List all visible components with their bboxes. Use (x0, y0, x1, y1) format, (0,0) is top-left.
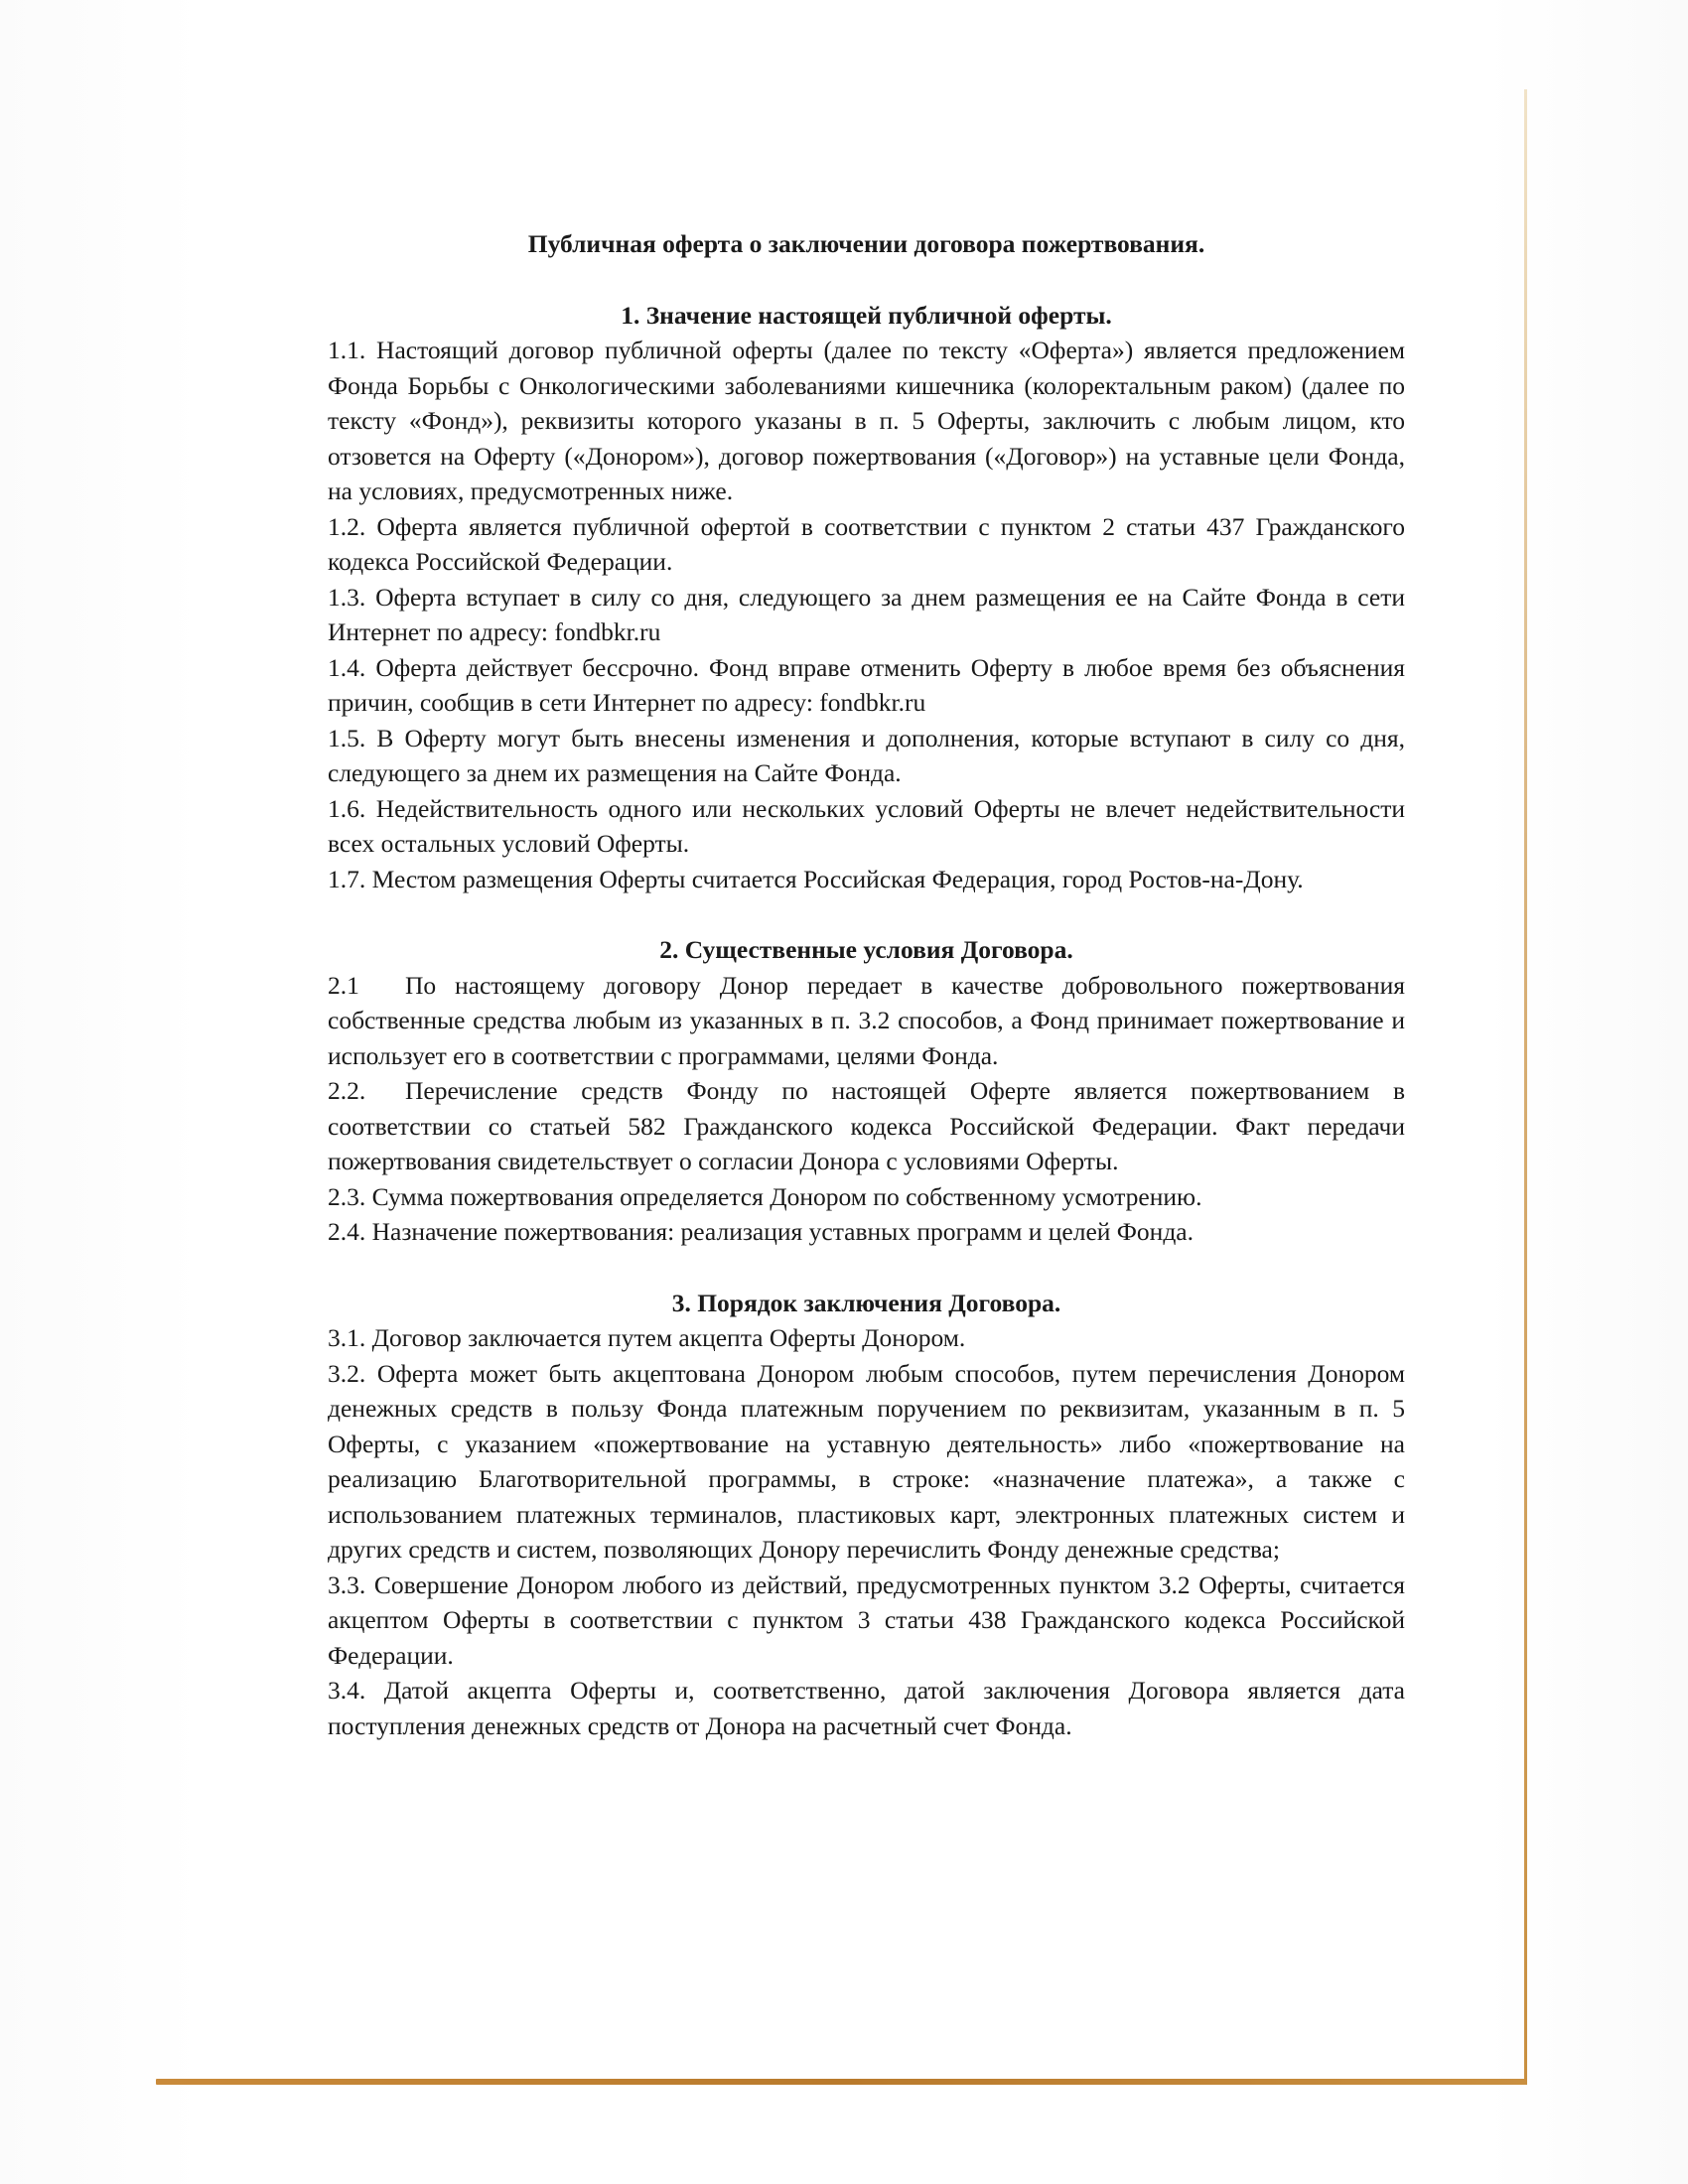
clause-text: Местом размещения Оферты считается Российская Федерация, город Ростов-на-Дону. (371, 864, 1304, 893)
section-heading: 1. Значение настоящей публичной оферты. (621, 300, 1112, 330)
clause-text: Совершение Донором любого из действий, предусмотренных пунктом 3.2 Оферты, считается акцептом Оферты в соответствии с пунктом 3 статьи 438 Гражданского кодекса Российской Федерации. (328, 1570, 1406, 1670)
clause-number: 1.5. (328, 723, 366, 752)
clause (328, 1214, 1405, 1250)
document-page (328, 226, 1405, 1779)
clause (328, 1356, 1405, 1568)
clause-number: 3.2. (328, 1358, 366, 1388)
clause-text: Оферта действует бессрочно. Фонд вправе отменить Оферту в любое время без объяснения причин, сообщив в сети Интернет по адресу: fondbkr.ru (328, 652, 1406, 717)
clause (328, 650, 1405, 721)
clause (328, 509, 1405, 580)
clause-text: Датой акцепта Оферты и, соответственно, датой заключения Договора является дата поступления денежных средств от Донора на расчетный счет Фонда. (328, 1676, 1406, 1740)
clause (328, 580, 1405, 650)
clause-text: Недействительность одного или нескольких условий Оферты не влечет недействительности всех остальных условий Оферты. (328, 793, 1405, 858)
clause (328, 721, 1405, 791)
clause-text: Назначение пожертвования: реализация уставных программ и целей Фонда. (371, 1217, 1194, 1246)
section-3 (328, 1286, 1405, 1744)
clause-text: Перечисление средств Фонду по настоящей Оферте является пожертвованием в соответствии со статьей 582 Гражданского кодекса Российской Федерации. Факт передачи пожертвования свидетельствует о согласии Донора с условиями Оферты. (328, 1076, 1405, 1175)
section-2 (328, 932, 1405, 1250)
clause-number: 2.2. (328, 1076, 366, 1105)
clause-text: Договор заключается путем акцепта Оферты Донором. (371, 1323, 966, 1352)
clause-text: В Оферту могут быть внесены изменения и дополнения, которые вступают в силу со дня, следующего за днем их размещения на Сайте Фонда. (328, 723, 1406, 787)
clause-text: Настоящий договор публичной оферты (далее по тексту «Оферта») является предложением Фонда Борьбы с Онкологическими заболеваниями кишечника (колоректальным раком) (далее по тексту «Фонд»), реквизиты которого указаны в п. 5 Оферты, заключить с любым лицом, кто отзовется на Оферту («Донором»), договор пожертвования («Договор») на уставные цели Фонда, на условиях, предусмотренных ниже. (328, 336, 1406, 505)
clause-text: Оферта вступает в силу со дня, следующего за днем размещения ее на Сайте Фонда в сети Интернет по адресу: fondbkr.ru (328, 582, 1406, 646)
clause-text: Оферта является публичной офертой в соответствии с пунктом 2 статьи 437 Гражданского кодекса Российской Федерации. (328, 511, 1405, 576)
clause (328, 333, 1405, 509)
clause-number: 3.4. (328, 1676, 366, 1705)
section-1 (328, 298, 1405, 897)
clause (328, 1073, 1405, 1179)
section-heading: 3. Порядок заключения Договора. (671, 1288, 1061, 1317)
paper-edge-bottom (156, 2079, 1526, 2085)
clause (328, 1179, 1405, 1215)
clause-number: 1.6. (328, 793, 366, 823)
document-title: Публичная оферта о заключении договора пожертвования. (527, 229, 1205, 258)
clause-number: 1.4. (328, 652, 366, 682)
clause-number: 3.3. (328, 1570, 366, 1599)
paper-edge-right (1524, 89, 1527, 2085)
clause-number: 2.1 (328, 970, 359, 1000)
clause-number: 1.1. (328, 336, 366, 364)
clause-number: 1.2. (328, 511, 366, 541)
clause-text: По настоящему договору Донор передает в качестве добровольного пожертвования собственные средства любым из указанных в п. 3.2 способов, а Фонд принимает пожертвование и использует его в соответствии с программами, целями Фонда. (328, 970, 1405, 1070)
clause (328, 1320, 1405, 1356)
clause-number: 3.1. (328, 1323, 366, 1352)
clause (328, 1673, 1405, 1743)
clause-text: Оферта может быть акцептована Донором любым способов, путем перечисления Донором денежных средств в пользу Фонда платежным поручением по реквизитам, указанным в п. 5 Оферты, с указанием «пожертвование на уставную деятельность» либо «пожертвование на реализацию Благотворительной программы, в строке: «назначение платежа», а также с использованием платежных терминалов, пластиковых карт, электронных платежных систем и других средств и систем, позволяющих Донору перечислить Фонду денежные средства; (328, 1358, 1406, 1564)
clause (328, 968, 1405, 1074)
clause (328, 862, 1405, 897)
clause-number: 1.7. (328, 864, 366, 893)
clause-number: 2.3. (328, 1181, 366, 1211)
section-heading: 2. Существенные условия Договора. (659, 935, 1073, 964)
clause-number: 2.4. (328, 1217, 366, 1246)
clause (328, 1568, 1405, 1674)
clause (328, 791, 1405, 862)
clause-text: Сумма пожертвования определяется Донором по собственному усмотрению. (371, 1181, 1202, 1211)
clause-number: 1.3. (328, 582, 366, 612)
